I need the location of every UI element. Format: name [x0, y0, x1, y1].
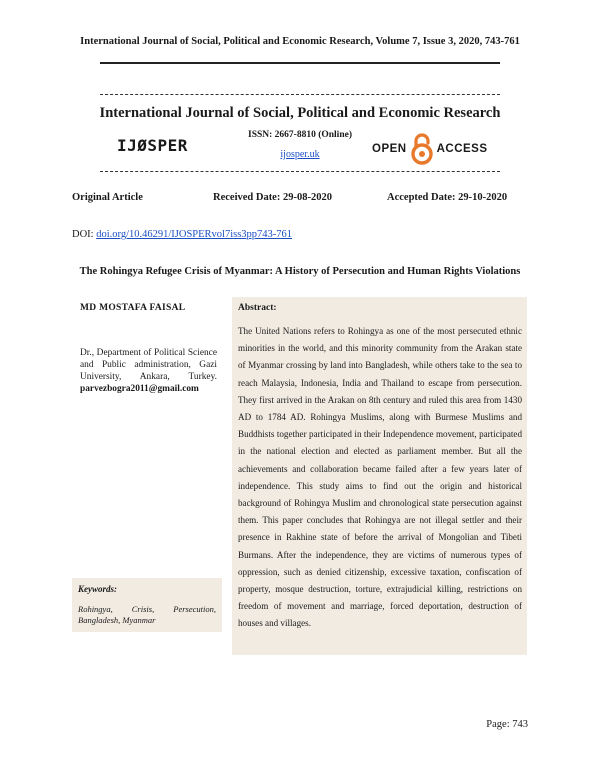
running-head: International Journal of Social, Political and Economic Research, Volume 7, Issue 3, 2020, 743-761 [80, 36, 520, 47]
doi-label: DOI: [72, 229, 94, 240]
journal-website-link[interactable]: ijosper.uk [280, 149, 320, 160]
accepted-date: Accepted Date: 29-10-2020 [387, 192, 508, 203]
author-affiliation [80, 347, 217, 395]
received-date: Received Date: 29-08-2020 [213, 192, 332, 203]
header-rule [100, 62, 500, 64]
author-name: MD MOSTAFA FAISAL [80, 303, 186, 313]
keywords-text: Rohingya, Crisis, Persecution, Bangladesh, Myanmar [78, 604, 216, 625]
issn: ISSN: 2667-8810 (Online) [248, 130, 352, 140]
masthead-top-divider [100, 94, 500, 95]
masthead-bottom-divider [100, 171, 500, 172]
journal-logo: IJØSPER [117, 136, 188, 155]
open-access-open-label: OPEN [372, 143, 407, 155]
abstract-label: Abstract: [238, 303, 277, 313]
page-number: Page: 743 [486, 719, 528, 730]
journal-title: International Journal of Social, Political and Economic Research [99, 105, 501, 121]
open-access-badge [372, 132, 488, 166]
doi-link[interactable]: doi.org/10.46291/IJOSPERvol7iss3pp743-761 [96, 229, 293, 240]
keywords-label: Keywords: [78, 584, 117, 594]
open-lock-icon [411, 133, 433, 165]
doi-line [72, 229, 292, 240]
article-type: Original Article [72, 192, 143, 203]
author-email[interactable]: parvezbogra2011@gmail.com [80, 384, 199, 394]
paper-title: The Rohingya Refugee Crisis of Myanmar: A History of Persecution and Human Rights Violations [79, 266, 521, 277]
open-access-access-label: ACCESS [436, 143, 488, 155]
affiliation-text: Dr., Department of Political Science and Public administration, Gazi University, Ankara, Turkey. [80, 348, 217, 382]
abstract-text: The United Nations refers to Rohingya as one of the most persecuted ethnic minorities in the world, and this minority community from the Arakan state of Myanmar crossing by land into Bangladesh, while others take to the sea to reach Malaysia, Indonesia, India and Thailand to escape from persecution. They first arrived in the Arakan on 8th century and ruled this area from 1430 AD to 1784 AD. Rohingya Muslims, along with Burmese Muslims and Buddhists together participated in their Independence movement, participated in the national election and elected as parliament member. But all the achievements and collaboration became failed after a few years later of independence. This study aims to find out the origin and historical background of Rohingya Muslim and chronological state persecution against them. This paper concludes that Rohingya are not illegal settler and their presence in Rakhine state of before the arrival of Mongolian and Tibeti Burmans. After the independence, they are victims of numerous types of oppression, such as denied citizenship, excessive taxation, confiscation of property, mosque destruction, torture, extrajudicial killing, restrictions on freedom of movement and marriage, forced deportation, destruction of houses and villages. [238, 326, 522, 629]
